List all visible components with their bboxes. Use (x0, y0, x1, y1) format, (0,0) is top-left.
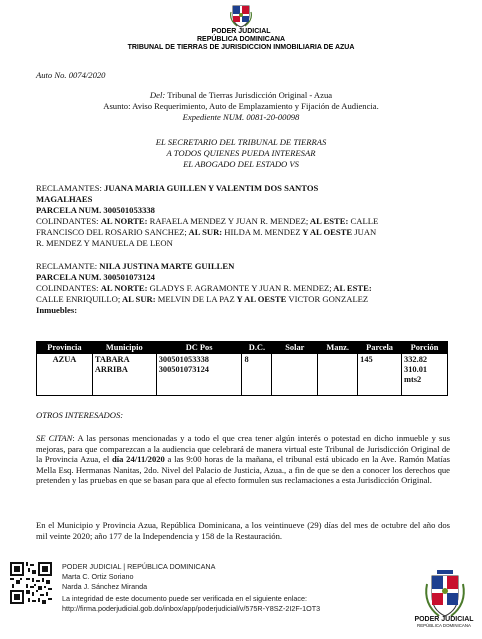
cell-manz (318, 354, 358, 396)
col-municipio: Municipio (92, 342, 156, 354)
colindantes-1-line-2: FRANCISCO DEL ROSARIO SANCHEZ; AL SUR: HILDA M. MENDEZ Y AL OESTE JUAN (36, 227, 377, 237)
parcela-1: PARCELA NUM. 300501053338 (36, 205, 155, 215)
citan-paragraph: SE CITAN: A las personas mencionadas y a todo el que crea tener algún interés o potestad en dicho inmueble y sus mejoras, para que comparezcan a la audiencia que celebrará de manera virtual este Tribunal de Jurisdicción Original de la Provincia Azua, el día 24/11/2020 a las 9:00 horas de la mañana, el tribunal está ubicado en la Ave. Ramón Matías Mella Esq. Hermanas Nanitas, 2do. Nivel del Palacio de Justicia, Azua., a fin de que se den a conocer los derechos que pretenden y las pruebas en que se basan para que al efecto formulen sus reclamaciones a esta Jurisdicción Original. (36, 433, 450, 486)
auto-number: Auto No. 0074/2020 (36, 70, 106, 80)
addressee-line-2: A TODOS QUIENES PUEDA INTERESAR (166, 148, 316, 158)
reclamantes-names: JUANA MARIA GUILLEN Y VALENTIM DOS SANTOS (104, 183, 319, 193)
logo-caption-2: REPÚBLICA DOMINICANA (417, 623, 471, 628)
col-manz: Manz. (318, 342, 358, 354)
verification-note: La integridad de este documento puede ser verificada en el siguiente enlace: (62, 594, 307, 603)
col-dc-pos: DC Pos (156, 342, 242, 354)
col-solar: Solar (272, 342, 318, 354)
logo-caption: PODER JUDICIAL (414, 616, 474, 623)
addressee-line-3: EL ABOGADO DEL ESTADO VS (183, 159, 299, 169)
header-line-2: REPÚBLICA DOMINICANA (196, 36, 286, 43)
col-dc: D.C. (242, 342, 272, 354)
signer-2: Narda J. Sánchez Miranda (62, 582, 148, 591)
reclamante-line: RECLAMANTE: NILA JUSTINA MARTE GUILLEN (36, 261, 235, 271)
del-line (0, 90, 482, 100)
addressee-line-1: EL SECRETARIO DEL TRIBUNAL DE TIERRAS (155, 137, 327, 147)
otros-interesados: OTROS INTERESADOS: (36, 410, 124, 420)
reclamante-name: NILA JUSTINA MARTE GUILLEN (99, 261, 235, 271)
colindantes-2-line-1: COLINDANTES: AL NORTE: GLADYS F. AGRAMONTE Y JUAN R. MENDEZ; AL ESTE: (36, 283, 372, 293)
col-parcela: Parcela (358, 342, 402, 354)
colindantes-1-line-1: COLINDANTES: AL NORTE: RAFAELA MENDEZ Y JUAN R. MENDEZ; AL ESTE: CALLE (36, 216, 379, 226)
citan-label: SE CITAN (36, 433, 73, 443)
cell-solar (272, 354, 318, 396)
footer-line-1: PODER JUDICIAL | REPÚBLICA DOMINICANA (62, 562, 216, 571)
cell-provincia: AZUA (37, 354, 93, 396)
reclamantes-line: RECLAMANTES: JUANA MARIA GUILLEN Y VALENTIM DOS SANTOS (36, 183, 319, 193)
table-header-row (37, 342, 448, 354)
colindantes-1-line-3: R. MENDEZ Y MANUELA DE LEON (36, 238, 173, 248)
table-row (37, 354, 448, 396)
cell-dc: 8 (242, 354, 272, 396)
col-porcion: Porción (402, 342, 448, 354)
asunto-line: Asunto: Aviso Requerimiento, Auto de Emplazamiento y Fijación de Audiencia. (103, 101, 379, 111)
colindantes-2-line-2: CALLE ENRIQUILLO; AL SUR: MELVIN DE LA PAZ Y AL OESTE VICTOR GONZALEZ (36, 294, 369, 304)
header-line-1: PODER JUDICIAL (211, 28, 271, 35)
reclamantes-names-cont: MAGALHAES (36, 194, 93, 204)
inmuebles-label: Inmuebles: (36, 305, 78, 315)
parcel-table (36, 341, 448, 396)
signer-1: Marta C. Ortiz Soriano (62, 572, 134, 581)
cell-parcela: 145 (358, 354, 402, 396)
qr-code-icon[interactable] (10, 562, 52, 604)
cell-dc-pos: 300501053338 300501073124 (156, 354, 242, 396)
closing-paragraph: En el Municipio y Provincia Azua, República Dominicana, a los veintinueve (29) días del mes de octubre del año dos mil veinte 2020; año 177 de la Independencia y 158 de la Restauración. (36, 520, 450, 541)
col-provincia: Provincia (37, 342, 93, 354)
parcela-2: PARCELA NUM. 300501073124 (36, 272, 155, 282)
coat-of-arms-icon (229, 2, 253, 28)
cell-municipio: TABARA ARRIBA (92, 354, 156, 396)
expediente-line: Expediente NUM. 0081-20-00098 (182, 112, 300, 122)
header-line-3: TRIBUNAL DE TIERRAS DE JURISDICCION INMOBILIARIA DE AZUA (127, 44, 355, 51)
del-label: Del: (149, 90, 166, 100)
cell-porcion: 332.82 310.01 mts2 (402, 354, 448, 396)
verification-link[interactable]: http://firma.poderjudicial.gob.do/inbox/app/poderjudicial/v/575R-Y8SZ-2I2F-1OT3 (62, 604, 321, 613)
hearing-date: día 24/11/2020 (111, 454, 165, 465)
signature-footer (0, 556, 482, 639)
del-text: Tribunal de Tierras Jurisdicción Original - Azua (165, 90, 333, 100)
